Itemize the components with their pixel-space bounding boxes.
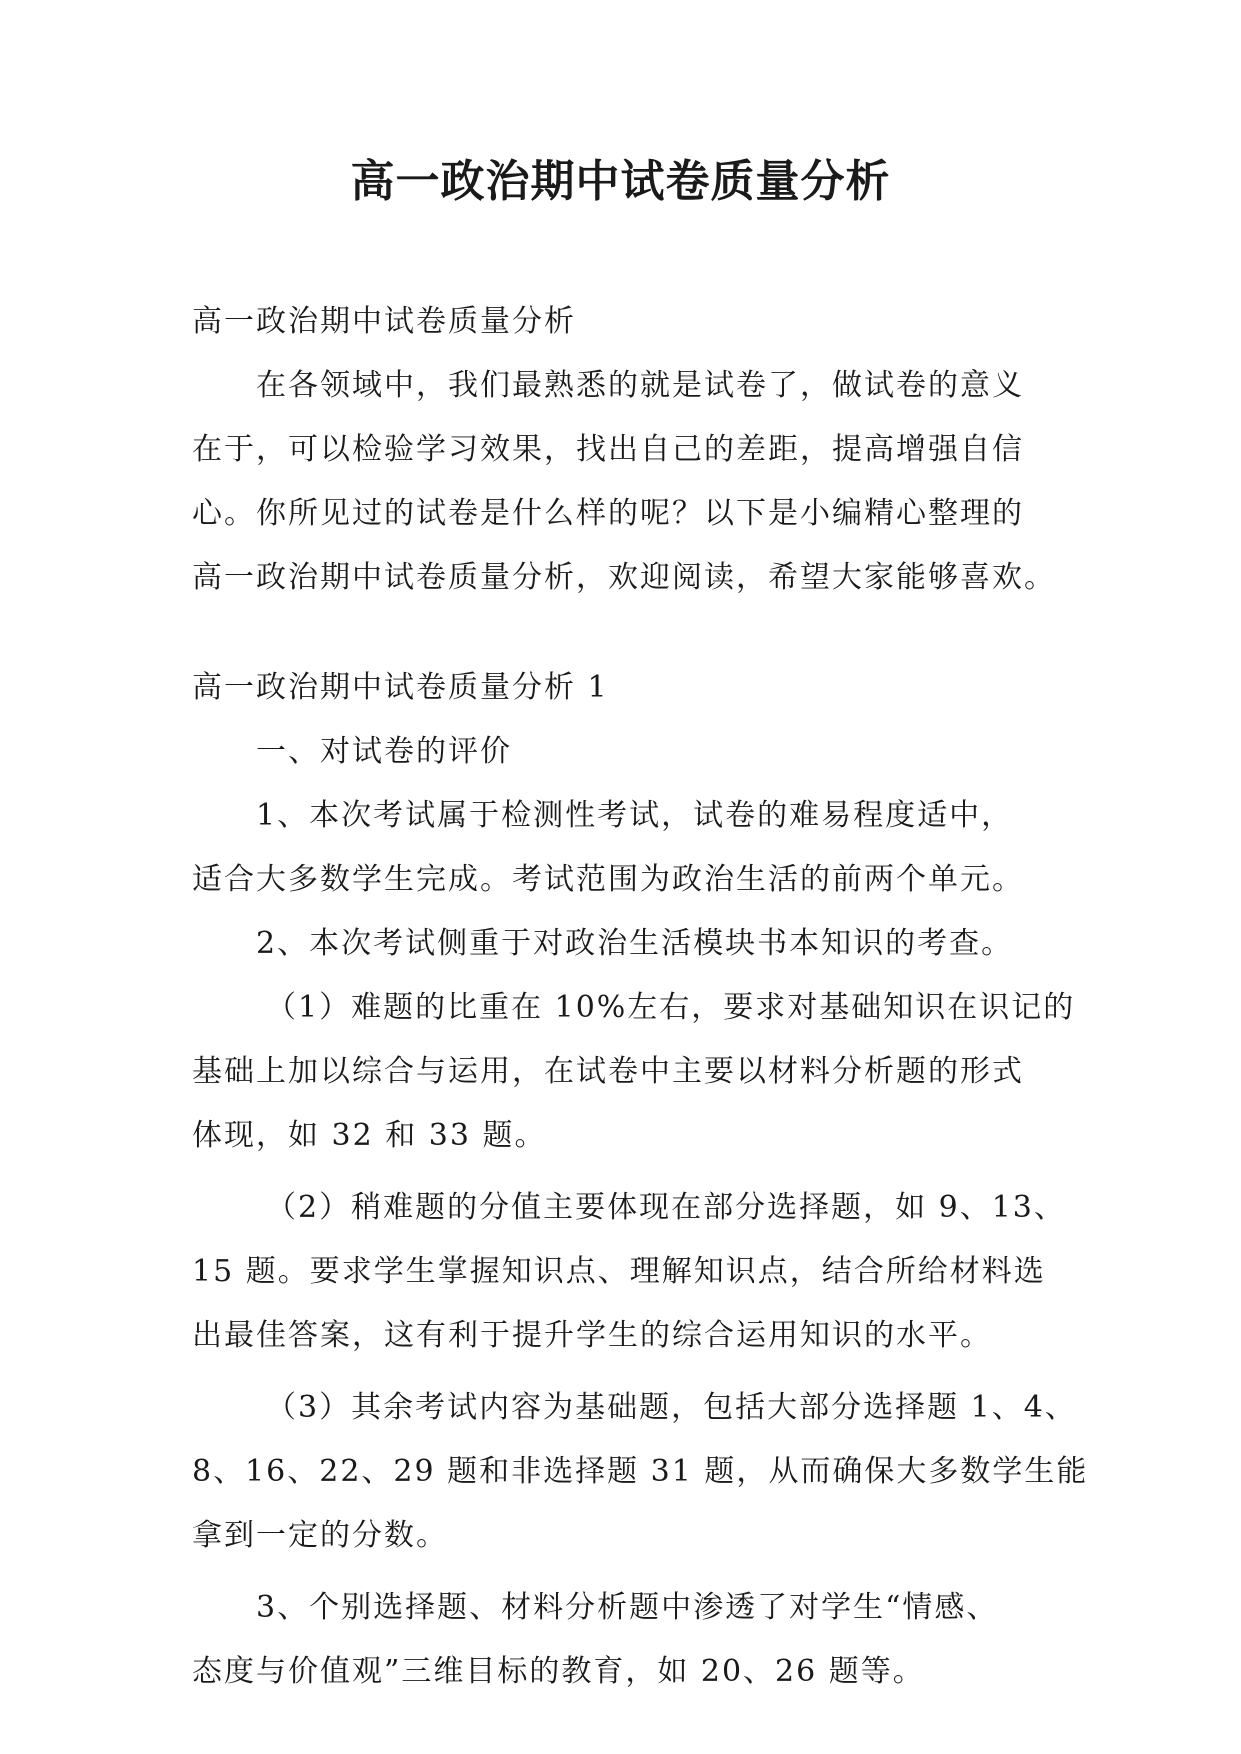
spacer — [192, 1368, 1062, 1376]
sub-item-3-line: 8、16、22、29 题和非选择题 31 题，从而确保大多数学生能 — [192, 1454, 1089, 1489]
intro-line: 在于，可以检验学习效果，找出自己的差距，提高增强自信 — [192, 432, 1024, 467]
sub-item-1-line: 体现，如 32 和 33 题。 — [192, 1118, 547, 1153]
sub-item-1-line: （1）难题的比重在 10%左右，要求对基础知识在识记的 — [266, 990, 1076, 1025]
item-3-line: 3、个别选择题、材料分析题中渗透了对学生“情感、 — [256, 1590, 999, 1625]
intro-line: 心。你所见过的试卷是什么样的呢？以下是小编精心整理的 — [192, 496, 1024, 531]
intro-line: 高一政治期中试卷质量分析，欢迎阅读，希望大家能够喜欢。 — [192, 560, 1056, 595]
section-title: 高一政治期中试卷质量分析 1 — [192, 670, 609, 705]
spacer — [192, 610, 1062, 656]
sub-item-2-line: （2）稍难题的分值主要体现在部分选择题，如 9、13、 — [266, 1190, 1066, 1225]
subtitle: 高一政治期中试卷质量分析 — [192, 304, 576, 339]
sub-item-1-line: 基础上加以综合与运用，在试卷中主要以材料分析题的形式 — [192, 1054, 1024, 1089]
item-1-line: 1、本次考试属于检测性考试，试卷的难易程度适中， — [256, 798, 1014, 833]
document-title: 高一政治期中试卷质量分析 — [350, 156, 891, 207]
sub-item-2-line: 出最佳答案，这有利于提升学生的综合运用知识的水平。 — [192, 1318, 992, 1353]
item-1-line: 适合大多数学生完成。考试范围为政治生活的前两个单元。 — [192, 862, 1024, 897]
heading-1: 一、对试卷的评价 — [256, 734, 512, 769]
item-2: 2、本次考试侧重于对政治生活模块书本知识的考查。 — [256, 926, 1014, 961]
sub-item-2-line: 15 题。要求学生掌握知识点、理解知识点，结合所给材料选 — [192, 1254, 1046, 1289]
sub-item-3-line: 拿到一定的分数。 — [192, 1518, 448, 1553]
item-3-line: 态度与价值观”三维目标的教育，如 20、26 题等。 — [192, 1654, 925, 1689]
document-body — [192, 290, 1089, 1704]
spacer — [192, 1568, 1062, 1576]
intro-line: 在各领域中，我们最熟悉的就是试卷了，做试卷的意义 — [256, 368, 1024, 403]
sub-item-3-line: （3）其余考试内容为基础题，包括大部分选择题 1、4、 — [266, 1390, 1077, 1425]
spacer — [192, 1168, 1062, 1176]
